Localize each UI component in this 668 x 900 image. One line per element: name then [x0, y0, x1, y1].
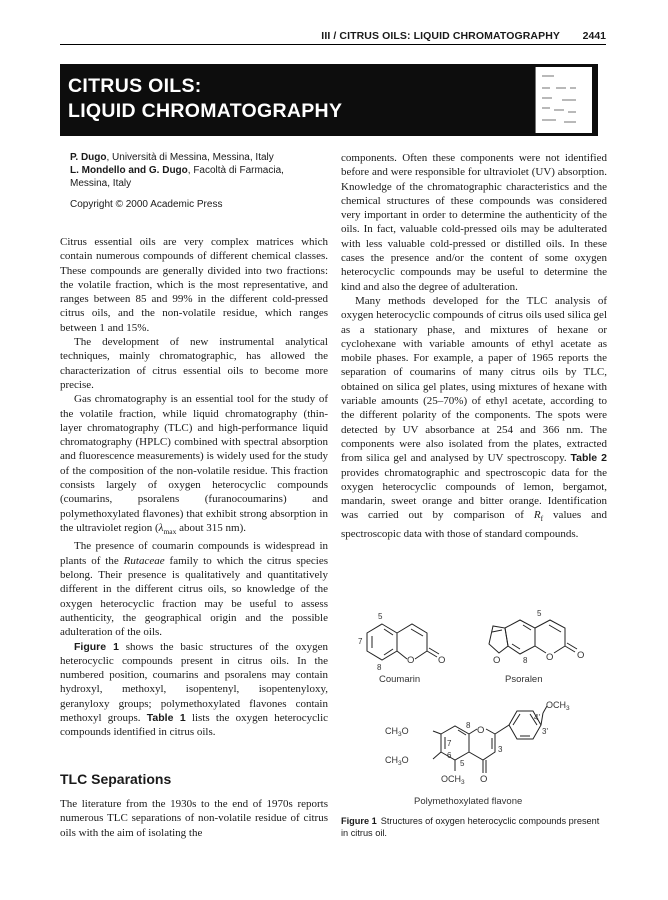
text-run: OCH: [546, 700, 566, 710]
text-run: lists the oxygen heterocyclic compounds identified in citrus oils.: [60, 711, 329, 739]
psoralen-label: Psoralen: [505, 674, 543, 685]
text-run: O: [401, 755, 409, 765]
psoralen-furan-oxygen: O: [493, 655, 501, 666]
subscript: 3: [398, 760, 402, 767]
text-run: family to which the citrus species belong. Their presence is qualitatively and quantitatively different in the different citrus oils, so knowledge of the oxygen heterocyclic fraction may be useful to assess authenticity, the geographical origin and the possible adulteration of the oils.: [60, 554, 328, 639]
coumarin-position-7: 7: [358, 637, 363, 646]
psoralen-carbonyl-oxygen: O: [577, 650, 585, 661]
paragraph: [60, 539, 328, 639]
text-run: OCH: [441, 774, 461, 784]
structures-drawing: [341, 606, 607, 812]
left-column: [60, 235, 328, 740]
text-run: values and spectroscopic data with those of standard compounds.: [341, 509, 607, 540]
paragraph: [60, 392, 328, 539]
text-run: O: [401, 726, 409, 736]
psoralen-ring-oxygen: O: [546, 652, 554, 663]
paragraph: The literature from the 1930s to the end of 1970s reports numerous TLC separations of non-volatile residue of citrus oils with the aim of isolating the: [60, 798, 328, 839]
text-run: provides chromatographic and spectroscopic data for the oxygen heterocyclic compounds of lemon, bergamot, mandarin, sweet orange and bitter orange. Identification was carried out by comparison of: [341, 466, 607, 522]
section-heading: TLC Separations: [60, 771, 172, 787]
psoralen-position-8: 8: [523, 656, 528, 665]
article-title-line-2: LIQUID CHROMATOGRAPHY: [68, 100, 343, 122]
flavone-4-methoxy-group: [546, 700, 570, 712]
text-run: about 315 nm).: [176, 521, 247, 534]
text-run: CH: [385, 726, 398, 736]
coumarin-ring-oxygen: O: [407, 655, 415, 666]
author-2-name: L. Mondello and G. Dugo: [70, 165, 188, 176]
text-run: CH: [385, 755, 398, 765]
paragraph: [341, 294, 607, 541]
running-title: III / CITRUS OILS: LIQUID CHROMATOGRAPHY: [321, 30, 560, 42]
table-reference-link[interactable]: Table 1: [146, 711, 186, 724]
subscript: max: [163, 527, 177, 537]
article-title-banner: [60, 64, 598, 136]
flavone-position-7: 7: [447, 739, 452, 748]
table-reference-link[interactable]: Table 2: [570, 452, 608, 465]
lambda-symbol: λ: [158, 521, 164, 534]
flavone-label: Polymethoxylated flavone: [414, 796, 523, 807]
figure-1: [341, 606, 607, 812]
figure-reference-link[interactable]: Figure 1: [74, 640, 119, 653]
left-column-continued: [60, 797, 328, 840]
paragraph: components. Often these components were not identified before and were responsible for ultraviolet (UV) absorption. Knowledge of the chromatographic characteristics and the chemical structures of these compounds was considered very important in order to determine the authenticity of the oils. In fact, valuable cold-pressed oils may be adulterated with less valuable cold-pressed or distilled oils. In these cases the presence and/or the content of some oxygen heterocyclic compounds may be useful to determine the kind and also the degree of adulteration.: [341, 152, 607, 293]
flavone-carbonyl-oxygen: O: [480, 774, 488, 785]
author-line-1: [70, 151, 320, 164]
author-block: [70, 151, 320, 211]
subscript: 3: [461, 779, 465, 786]
figure-caption: [341, 815, 607, 839]
author-line-2: [70, 164, 320, 190]
flavone-position-4-prime: 4': [534, 713, 540, 722]
article-title-line-1: CITRUS OILS:: [68, 75, 202, 97]
page-number: 2441: [582, 30, 606, 42]
subscript: 3: [566, 705, 570, 712]
flavone-position-3-prime: 3': [542, 727, 548, 736]
author-1-affiliation: , Università di Messina, Messina, Italy: [106, 152, 274, 163]
flavone-position-5: 5: [460, 759, 465, 768]
figure-caption-label: Figure 1: [341, 816, 377, 826]
coumarin-position-5: 5: [378, 612, 383, 621]
text-run: Gas chromatography is an essential tool for the study of the volatile fraction, while liquid chromatography (thin-layer chromatography (TLC) and high-performance liquid chromatography (HPLC) combined with spectral absorption and fluorescence measurements) is widely used for the study of the composition of the non-volatile residue. This fraction consists largely of oxygen heterocyclic compounds (coumarins, psoralens (furanocoumarins) and polymethoxylated flavones) that exhibit strong absorption in the ultraviolet region (: [60, 393, 328, 534]
rf-symbol: R: [533, 509, 541, 522]
flavone-7-methoxy-group: [385, 726, 409, 738]
figure-caption-text: Structures of oxygen heterocyclic compounds present in citrus oil.: [341, 816, 600, 838]
text-run: shows the basic structures of the oxygen heterocyclic compounds present in citrus oils. In the numbered position, coumarins and psoralens may contain hydroxyl, methoxyl, isopentenyl, isopentenyloxy, geranyloxy groups; polymethoxylated flavones contain methoxyl groups.: [60, 640, 328, 724]
psoralen-position-5: 5: [537, 609, 542, 618]
flavone-position-3: 3: [498, 745, 503, 754]
coumarin-label: Coumarin: [379, 674, 421, 685]
flavone-position-8: 8: [466, 721, 471, 730]
flavone-5-methoxy-group: [441, 774, 465, 786]
paragraph: Citrus essential oils are very complex matrices which contain numerous compounds of different chemical classes. These compounds are generally divided into two fractions: the volatile fraction, which is the most representative, and ranges between 85 and 99% in the different cold-pressed citrus oils, and the non-volatile residue, which ranges between 1 and 15%.: [60, 236, 328, 334]
running-header: [60, 30, 606, 45]
chromatogram-thumbnail-icon: [535, 67, 592, 133]
flavone-ring-oxygen: O: [477, 725, 485, 736]
right-column: [341, 151, 607, 541]
subscript: 3: [398, 731, 402, 738]
family-name: Rutaceae: [123, 554, 165, 567]
paragraph: [60, 640, 328, 740]
author-2-affiliation: , Facoltà di Farmacia, Messina, Italy: [70, 165, 284, 189]
text-run: The presence of coumarin compounds is widespread in plants of the: [60, 540, 328, 567]
paragraph: The development of new instrumental analytical techniques, mainly chromatographic, has allowed the characterization of citrus essential oils to become more precise.: [60, 336, 328, 391]
copyright-notice: Copyright © 2000 Academic Press: [70, 199, 223, 210]
author-1-name: P. Dugo: [70, 152, 107, 163]
flavone-position-6: 6: [447, 751, 452, 760]
text-run: Many methods developed for the TLC analysis of oxygen heterocyclic compounds of citrus oils used silica gel as a stationary phase, and mixtures of hexane or cyclohexane with variable amounts of ethyl acetate as mobile phases. For example, a paper of 1965 reports the separation of coumarins of many citrus oils by TLC, obtained on silica gel plates, using mixtures of hexane with variable amounts (25–70%) of ethyl acetate, according to the different polarity of the components. The spots were detected by UV absorbance at 254 and 366 nm. The components were also isolated from the plates, extracted from silica gel and analysed by UV spectroscopy.: [341, 294, 607, 465]
coumarin-carbonyl-oxygen: O: [438, 655, 446, 666]
subscript: f: [540, 514, 544, 524]
coumarin-position-8: 8: [377, 663, 382, 672]
flavone-6-methoxy-group: [385, 755, 409, 767]
